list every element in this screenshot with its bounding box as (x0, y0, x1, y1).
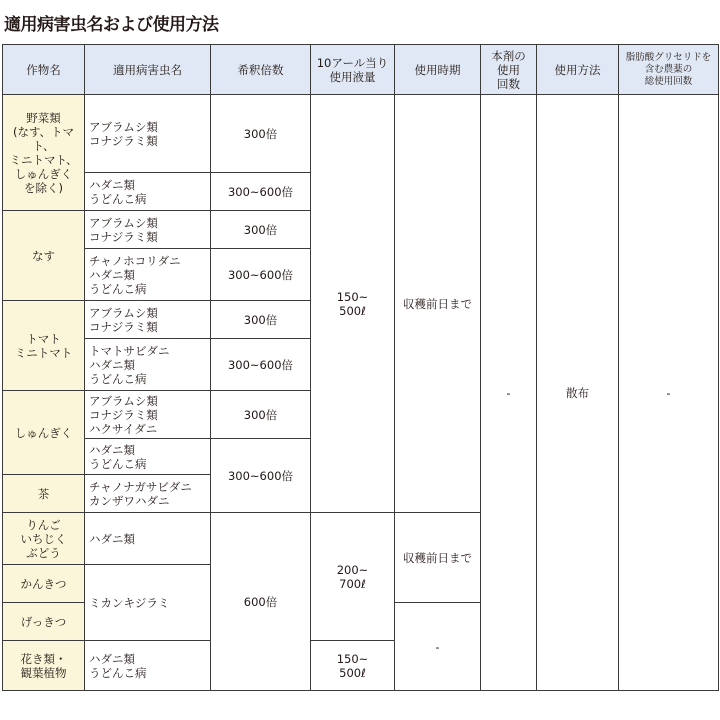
pest-cell: チャノナガサビダニ カンザワハダニ (85, 475, 211, 513)
pest-cell: ミカンキジラミ (85, 565, 211, 641)
crop-citrus: かんきつ (3, 565, 85, 603)
pest-cell: アブラムシ類 コナジラミ類 (85, 301, 211, 339)
header-dilution: 希釈倍数 (211, 45, 311, 95)
pest-cell: トマトサビダニ ハダニ類 うどんこ病 (85, 339, 211, 391)
volume-cell: 150~ 500ℓ (311, 95, 395, 513)
count-cell: - (481, 95, 537, 691)
header-row (3, 45, 719, 95)
crop-shungiku: しゅんぎく (3, 391, 85, 475)
dilution-cell: 600倍 (211, 513, 311, 691)
crop-apple-fig-grape: りんご いちじく ぶどう (3, 513, 85, 565)
pest-cell: ハダニ類 うどんこ病 (85, 439, 211, 475)
crop-tea: 茶 (3, 475, 85, 513)
method-cell: 散布 (537, 95, 619, 691)
dilution-cell: 300~600倍 (211, 249, 311, 301)
header-total: 脂肪酸グリセリドを 含む農薬の 総使用回数 (619, 45, 719, 95)
crop-flowers: 花き類・ 観葉植物 (3, 641, 85, 691)
volume-cell: 200~ 700ℓ (311, 513, 395, 641)
volume-cell: 150~ 500ℓ (311, 641, 395, 691)
crop-eggplant: なす (3, 211, 85, 301)
timing-cell: - (395, 603, 481, 691)
table-row (3, 95, 719, 173)
dilution-cell: 300~600倍 (211, 173, 311, 211)
timing-cell: 収穫前日まで (395, 513, 481, 603)
dilution-cell: 300倍 (211, 301, 311, 339)
pest-cell: チャノホコリダニ ハダニ類 うどんこ病 (85, 249, 211, 301)
total-count-cell: - (619, 95, 719, 691)
page-title: 適用病害虫名および使用方法 (4, 15, 219, 35)
header-pest: 適用病害虫名 (85, 45, 211, 95)
pest-cell: アブラムシ類 コナジラミ類 ハクサイダニ (85, 391, 211, 439)
pest-cell: アブラムシ類 コナジラミ類 (85, 211, 211, 249)
dilution-cell: 300~600倍 (211, 339, 311, 391)
header-timing: 使用時期 (395, 45, 481, 95)
header-crop: 作物名 (3, 45, 85, 95)
dilution-cell: 300倍 (211, 95, 311, 173)
header-count: 本剤の 使用 回数 (481, 45, 537, 95)
pest-cell: ハダニ類 うどんこ病 (85, 173, 211, 211)
header-method: 使用方法 (537, 45, 619, 95)
header-volume: 10アール当り 使用液量 (311, 45, 395, 95)
pest-cell: アブラムシ類 コナジラミ類 (85, 95, 211, 173)
crop-tomato: トマト ミニトマト (3, 301, 85, 391)
dilution-cell: 300倍 (211, 211, 311, 249)
dilution-cell: 300倍 (211, 391, 311, 439)
crop-vegetables: 野菜類 (なす、トマト、 ミニトマト、 しゅんぎく を除く) (3, 95, 85, 211)
pest-cell: ハダニ類 うどんこ病 (85, 641, 211, 691)
dilution-cell: 300~600倍 (211, 439, 311, 513)
crop-gekkitsu: げっきつ (3, 603, 85, 641)
timing-cell: 収穫前日まで (395, 95, 481, 513)
usage-table (2, 44, 719, 691)
pest-cell: ハダニ類 (85, 513, 211, 565)
